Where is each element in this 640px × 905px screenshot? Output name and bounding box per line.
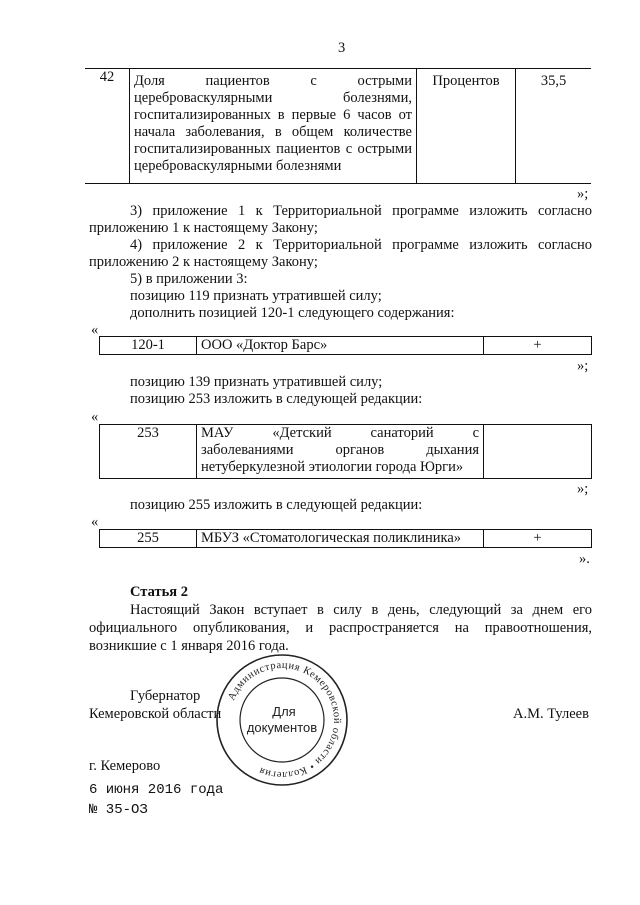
open-quote: «: [91, 514, 99, 530]
organization-name: МБУЗ «Стоматологическая поликлиника»: [197, 530, 484, 548]
signatory-name: А.М. Тулеев: [513, 706, 589, 722]
amendment-3-line1: 3) приложение 1 к Территориальной программе изложить согласно: [130, 203, 592, 219]
article-title: Статья 2: [130, 584, 188, 600]
position-120: дополнить позицией 120-1 следующего содержания:: [130, 305, 455, 321]
indicator-description: [130, 69, 417, 184]
place: г. Кемерово: [89, 758, 161, 774]
article-line: официального опубликования, и распространяется на правоотношения,: [89, 620, 592, 636]
description-line: Доля пациентов с острыми: [134, 73, 412, 89]
article-line: возникшие с 1 января 2016 года.: [89, 638, 289, 654]
amendment-3-line2: приложению 1 к настоящему Закону;: [89, 220, 318, 236]
unit-cell: Процентов: [417, 69, 516, 184]
position-table-120: [99, 336, 592, 355]
date: 6 июня 2016 года: [89, 782, 224, 798]
law-number: № 35-ОЗ: [89, 802, 148, 818]
position-139: позицию 139 признать утратившей силу;: [130, 374, 383, 390]
open-quote: «: [91, 409, 99, 425]
inclusion-mark: +: [484, 530, 592, 548]
close-quote: »;: [577, 481, 589, 497]
description-line: госпитализированных пациентов с острыми: [134, 141, 412, 157]
name-line: МАУ «Детский санаторий с: [201, 425, 479, 441]
stamp-center-line: документов: [246, 720, 318, 735]
open-quote: «: [91, 322, 99, 338]
indicator-table: [85, 68, 591, 184]
position-119: позицию 119 признать утратившей силу;: [130, 288, 382, 304]
official-stamp: [214, 652, 350, 788]
value-cell: 35,5: [516, 69, 592, 184]
description-line: цереброваскулярными болезнями,: [134, 90, 412, 106]
article-line: Настоящий Закон вступает в силу в день, следующий за днем его: [130, 602, 592, 618]
row-number: 253: [100, 425, 197, 479]
close-quote: ».: [579, 551, 590, 567]
table-row: [100, 425, 592, 479]
name-line: заболеваниями органов дыхания: [201, 442, 479, 458]
description-line: госпитализированных в первые 6 часов от: [134, 107, 412, 123]
close-quote: »;: [577, 358, 589, 374]
row-number: 120-1: [100, 337, 197, 355]
position-255: позицию 255 изложить в следующей редакции:: [130, 497, 423, 513]
organization-name: ООО «Доктор Барс»: [197, 337, 484, 355]
inclusion-mark: +: [484, 337, 592, 355]
row-number: 42: [85, 69, 130, 184]
amendment-4-line2: приложению 2 к настоящему Закону;: [89, 254, 318, 270]
close-quote: »;: [577, 186, 589, 202]
inclusion-mark: [484, 425, 592, 479]
table-row: [100, 530, 592, 548]
row-number: 255: [100, 530, 197, 548]
description-line: начала заболевания, в общем количестве: [134, 124, 412, 140]
position-253: позицию 253 изложить в следующей редакции:: [130, 391, 423, 407]
amendment-5: 5) в приложении 3:: [130, 271, 248, 287]
signatory-region: Кемеровской области: [89, 706, 222, 722]
page-number: 3: [338, 40, 346, 56]
table-row: [100, 337, 592, 355]
name-line: нетуберкулезной этиологии города Юрги»: [201, 459, 464, 475]
description-line: цереброваскулярными болезнями: [134, 158, 342, 174]
stamp-center-line: Для: [272, 704, 296, 719]
table-row: [85, 69, 591, 184]
position-table-253: [99, 424, 592, 479]
position-table-255: [99, 529, 592, 548]
amendment-4-line1: 4) приложение 2 к Территориальной программе изложить согласно: [130, 237, 592, 253]
signatory-title: Губернатор: [130, 688, 201, 704]
stamp-ring-text: Администрация Кемеровской области • Коллегия: [226, 659, 343, 781]
organization-name: [197, 425, 484, 479]
